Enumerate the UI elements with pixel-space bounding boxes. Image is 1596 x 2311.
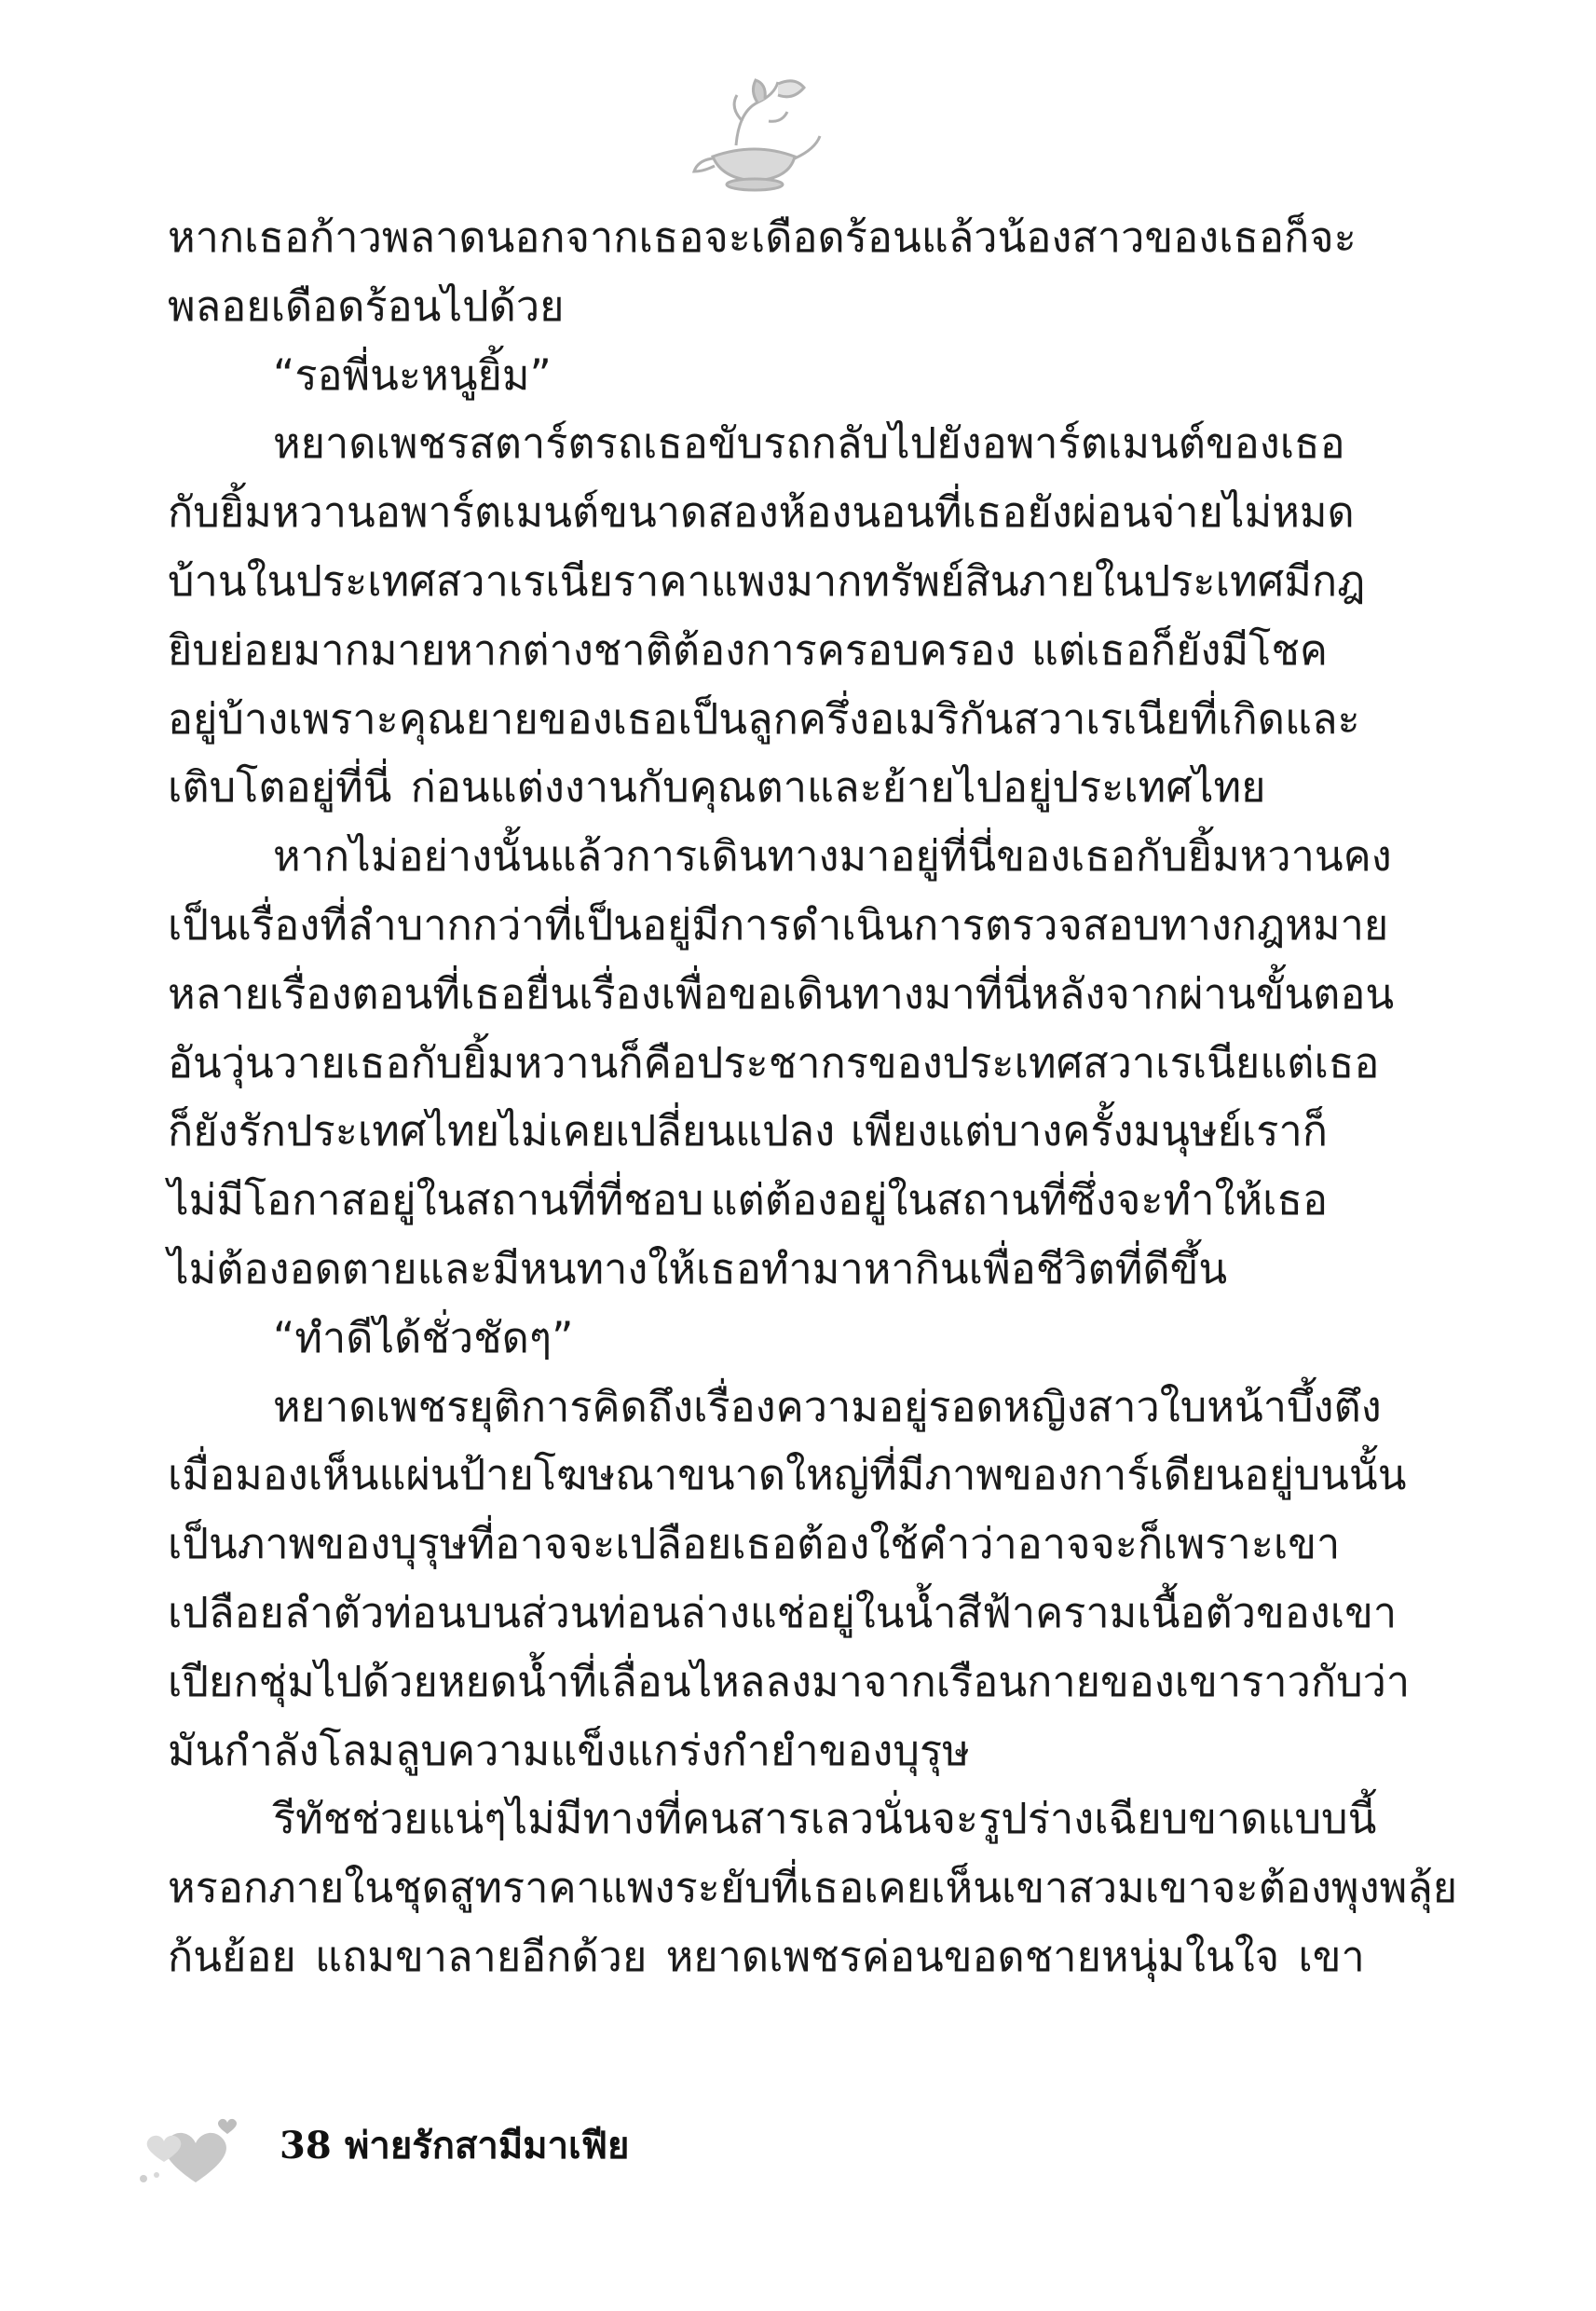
text-word: หรอก [168, 1863, 269, 1913]
text-word: แต่เธอ [1260, 1037, 1380, 1087]
text-word: หลังจากผ่านขั้นตอน [1031, 968, 1395, 1019]
text-word: เธอขับรถกลับไปยังอพาร์ตเมนต์ของเธอ [643, 418, 1345, 469]
text-line [168, 685, 1360, 754]
text-word: เปลือยลำตัวท่อนบน [168, 1587, 522, 1637]
text-word: ก็ยังรักประเทศไทยไม่เคยเปลี่ยนแปลง [168, 1106, 836, 1156]
text-word: บ้านในประเทศสวาเรเนียราคาแพงมาก [168, 555, 863, 606]
text-word: มีการดำเนินการตรวจสอบทางกฎหมาย [691, 899, 1389, 950]
text-word: ยิบย่อยมากมายหากต่างชาติต้องการครอบครอง [168, 624, 1016, 675]
text-line [168, 1097, 1328, 1166]
book-title: พ่ายรักสามีมาเฟีย [345, 2125, 630, 2167]
text-line [168, 753, 1328, 822]
text-word: “รอพี่นะหนูยิ้ม” [273, 349, 552, 400]
text-line [168, 341, 1328, 410]
text-word: แต่เธอก็ยังมีโชค [1030, 624, 1328, 675]
text-line [168, 616, 1328, 685]
text-word: ส่วนท่อนล่างแช่อยู่ในน้ำสีฟ้าคราม [521, 1587, 1138, 1637]
text-line [168, 822, 1392, 891]
text-word: หยาดเพชรค่อนขอดชายหนุ่มในใจ [665, 1931, 1280, 1981]
page-footer [130, 2097, 783, 2199]
text-word: พลอยเดือดร้อนไปด้วย [168, 280, 565, 331]
text-line [168, 203, 1357, 272]
text-word: ไม่ต้องอดตายและมีหนทางให้เธอทำมาหากินเพื่อชีวิตที่ดีขึ้น [168, 1243, 1228, 1293]
text-word: เติบโตอยู่ที่นี่ [168, 762, 392, 813]
text-word: นอกจากเธอจะเดือดร้อนแล้ว [485, 212, 998, 262]
text-word: เขาจะต้องพุงพลุ้ย [1144, 1863, 1458, 1913]
text-word: เพียงแต่บางครั้งมนุษย์เราก็ [850, 1106, 1328, 1156]
text-word: ก้นย้อย [168, 1931, 296, 1981]
text-word: เมื่อมองเห็นแผ่นป้ายโฆษณาขนาดใหญ่ที่มีภาพของการ์เดียนอยู่บนนั้น [168, 1450, 1407, 1500]
text-word: น้องสาวของเธอก็จะ [997, 212, 1357, 262]
text-word: การเดินทางมาอยู่ที่นี่ของเธอกับยิ้มหวานคง [625, 831, 1392, 882]
text-line [168, 409, 1345, 478]
text-word: ราวกับว่า [1241, 1656, 1411, 1706]
text-word: เป็นภาพของบุรุษที่อาจจะเปลือย [168, 1519, 732, 1569]
page-number: 38 [280, 2124, 332, 2167]
text-line [168, 960, 1395, 1029]
text-word: หยาดเพชรยุติการคิดถึงเรื่องความอยู่รอด [273, 1381, 1003, 1431]
text-word: อันวุ่นวาย [168, 1037, 346, 1087]
text-word: เนื้อตัวของเขา [1137, 1587, 1398, 1637]
text-line [168, 1579, 1398, 1648]
text-line [168, 1029, 1380, 1098]
text-word: ทรัพย์สินภายในประเทศมีกฎ [862, 555, 1366, 606]
text-word: มันกำลังโลมลูบความแข็งแกร่งกำยำของบุรุษ [168, 1725, 970, 1775]
text-word: เขา [1298, 1931, 1365, 1981]
text-word: หญิงสาวใบหน้าบึ้งตึง [1003, 1381, 1382, 1431]
text-line [168, 1648, 1411, 1716]
hearts-ornament-icon [130, 2097, 252, 2199]
text-word: หากเธอก้าวพลาด [168, 212, 486, 262]
text-line [168, 1373, 1382, 1442]
text-line [168, 1510, 1341, 1579]
text-line [168, 1235, 1328, 1304]
text-line [168, 1441, 1407, 1510]
text-word: หากไม่อย่างนั้นแล้ว [273, 831, 626, 882]
text-word: ที่เกิดและ [1190, 693, 1360, 744]
text-word: ไม่มีโอกาสอยู่ในสถานที่ที่ชอบ [168, 1175, 704, 1225]
text-line [168, 272, 1328, 341]
text-word: รีทัชช่วยแน่ๆ [273, 1794, 507, 1844]
text-word: เป็นเรื่องที่ลำบากกว่าที่เป็นอยู่ [168, 899, 692, 950]
text-word: เปียกชุ่มไปด้วยหยดน้ำที่เลื่อนไหลลงมาจากเรือนกายของเขา [168, 1656, 1242, 1706]
text-line [168, 547, 1366, 616]
text-word: แต่ต้องอยู่ในสถานที่ซึ่งจะทำให้เธอ [710, 1175, 1328, 1225]
text-word: เธอต้องใช้คำว่าอาจจะก็เพราะเขา [731, 1519, 1341, 1569]
text-word: แถมขาลายอีกด้วย [315, 1931, 648, 1981]
text-word: เธอกับยิ้มหวานก็คือประชากรของประเทศสวาเรเนีย [345, 1037, 1261, 1087]
text-word: “ทำดีได้ชั่วชัดๆ” [273, 1312, 574, 1362]
text-word: กับยิ้มหวาน [168, 487, 375, 538]
text-word: อยู่บ้าง [168, 693, 289, 744]
text-word: ก่อนแต่งงานกับคุณตาและย้ายไปอยู่ประเทศไทย [410, 762, 1266, 813]
text-word: อพาร์ตเมนต์ขนาดสองห้องนอนที่เธอยังผ่อนจ่ายไม่หมด [375, 487, 1355, 538]
text-word: หลายเรื่องตอนที่เธอยื่นเรื่องเพื่อขอเดินทางมาที่นี่ [168, 968, 1032, 1019]
text-line [168, 1716, 1328, 1785]
text-word: หยาดเพชรสตาร์ตรถ [273, 418, 644, 469]
text-word: เพราะคุณยายของเธอเป็นลูกครึ่งอเมริกันสวาเรเนีย [288, 693, 1191, 744]
text-line [168, 1304, 1328, 1373]
text-line [168, 1166, 1328, 1235]
text-line [168, 1922, 1365, 1991]
text-line [168, 1785, 1377, 1853]
text-word: ไม่มีทางที่คนสารเลวนั่นจะรูปร่างเฉียบขาดแบบนี้ [506, 1794, 1377, 1844]
text-word: ภายในชุดสูทราคาแพงระยับที่เธอเคยเห็นเขาสวม [268, 1863, 1145, 1913]
text-line [168, 478, 1355, 547]
text-line [168, 891, 1389, 960]
body-text [168, 203, 1458, 1991]
teapot-fairy-ornament-icon [685, 75, 825, 196]
text-line [168, 1853, 1458, 1922]
